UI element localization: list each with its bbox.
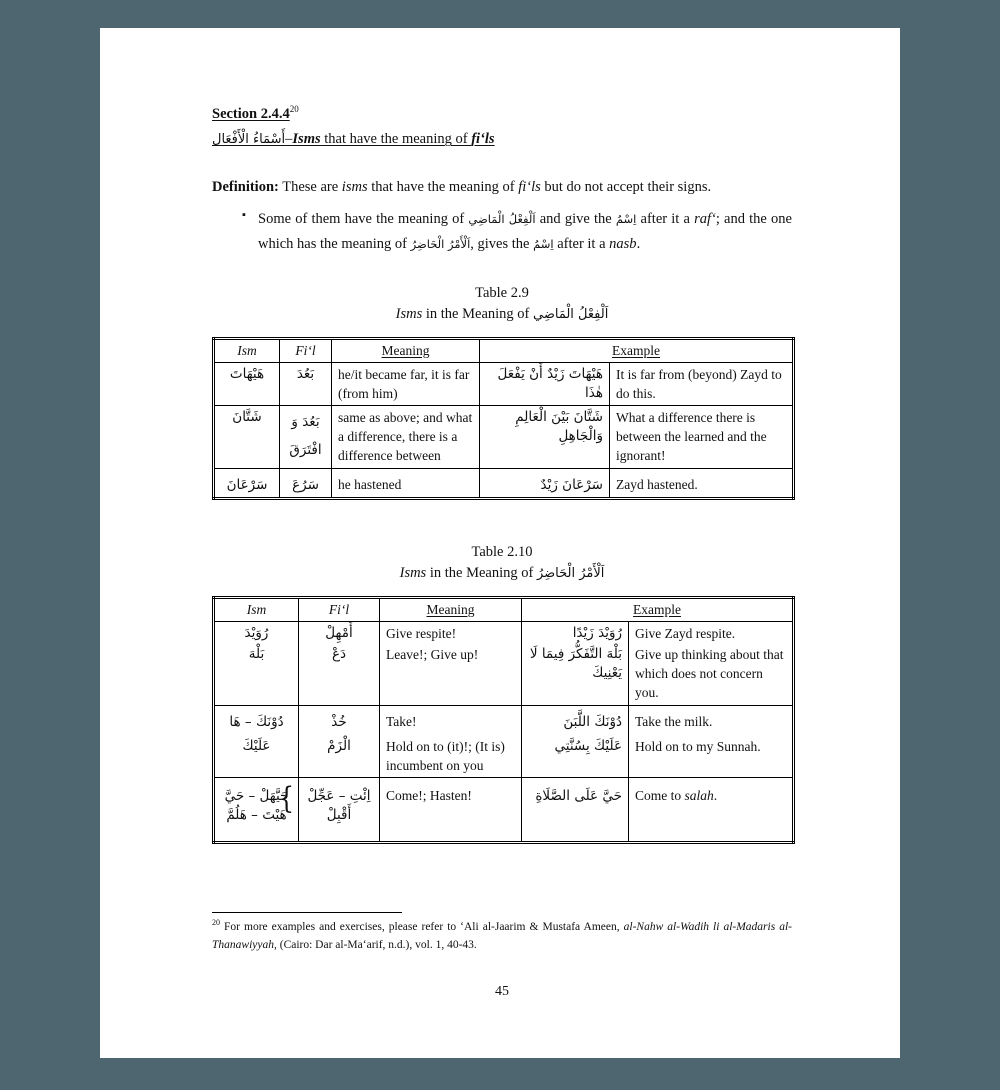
table-210-sub-text: in the Meaning of xyxy=(426,564,537,581)
t210-r5-ism-line-1: حَيَّهَلْ – حَيَّ xyxy=(224,787,289,804)
t29-r1-meaning: he/it became far, it is far (from him) xyxy=(332,362,480,405)
table-210-header-row xyxy=(214,597,794,621)
definition-isms: isms xyxy=(341,178,368,195)
bullet-seg-2: and give the xyxy=(535,210,616,227)
t210-r3-fil: خُذْ xyxy=(299,705,380,734)
t210-r5-ism-line-2: هَيْتَ – هَلُمَّ xyxy=(226,807,287,824)
t210-r4-example-en: Hold on to my Sunnah. xyxy=(629,734,794,778)
t210-r5-ex-a: Come to xyxy=(635,787,685,803)
table-29-sub-isms: Isms xyxy=(395,305,423,322)
t29-r1-example-en: It is far from (beyond) Zayd to do this. xyxy=(610,362,794,405)
section-footnote-marker: 20 xyxy=(289,104,299,115)
t210-r4-example-ar: عَلَيْكَ بِسُنَّتِي xyxy=(522,734,629,778)
footnote-book-title: al-Nahw al-Wadih li al-Madaris al-Thanawiyyah xyxy=(212,921,792,951)
table-210 xyxy=(212,596,795,845)
table-210-subtitle xyxy=(212,563,792,584)
t29-r3-fil: سَرُعَ xyxy=(280,468,332,498)
bullet-raf: raf‘ xyxy=(694,210,716,227)
bullet-arabic-4: اِسْمُ xyxy=(533,236,554,251)
table-row xyxy=(214,645,794,705)
t210-r1-ism: رُوَيْدَ xyxy=(214,621,299,645)
table-row xyxy=(214,406,794,468)
table-29-sub-text: in the Meaning of xyxy=(422,305,533,322)
document-page xyxy=(100,28,900,1058)
table-29-th-meaning: Meaning xyxy=(332,338,480,362)
table-row xyxy=(214,705,794,734)
definition-text-a: These are xyxy=(278,178,342,195)
table-29-th-example: Example xyxy=(480,338,794,362)
footnote-seg-b: , (Cairo: Dar al-Ma‘arif, n.d.), vol. 1, 40-43. xyxy=(273,938,477,951)
table-210-th-example: Example xyxy=(522,597,794,621)
subtitle-rest: that have the meaning of xyxy=(320,131,472,148)
t210-r5-fil xyxy=(299,777,380,842)
t210-r5-fil-line-2: أَقْبِلْ xyxy=(326,807,352,824)
table-row xyxy=(214,777,794,842)
t29-r2-example-en: What a difference there is between the learned and the ignorant! xyxy=(610,406,794,468)
t210-r1-meaning: Give respite! xyxy=(380,621,522,645)
t210-r5-ism-group xyxy=(214,777,299,842)
t29-r3-ism: سَرْعَانَ xyxy=(214,468,280,498)
t210-r2-example-en: Give up thinking about that which does not concern you. xyxy=(629,645,794,705)
table-210-th-meaning: Meaning xyxy=(380,597,522,621)
t29-r3-meaning: he hastened xyxy=(332,468,480,498)
table-210-th-fil: Fi‘l xyxy=(299,597,380,621)
table-row xyxy=(214,621,794,645)
table-29-caption xyxy=(212,283,792,325)
t210-r5-ex-salah: salah xyxy=(684,787,714,803)
t29-r2-fil: بَعُدَ وَ افْتَرَقَ xyxy=(280,406,332,468)
bullet-arabic-1: اَلْفِعْلُ الْمَاضِي xyxy=(468,211,536,226)
subtitle-fils: fi‘ls xyxy=(471,131,495,148)
bullet-seg-5: , gives the xyxy=(470,235,534,252)
subtitle-isms: Isms xyxy=(292,131,321,148)
t210-r3-example-en: Take the milk. xyxy=(629,705,794,734)
definition-text-b: that have the meaning of xyxy=(367,178,519,195)
t29-r3-example-en: Zayd hastened. xyxy=(610,468,794,498)
t210-r5-ex-b: . xyxy=(713,787,718,803)
t29-r3-example-ar: سَرْعَانَ زَيْدٌ xyxy=(480,468,610,498)
page-number: 45 xyxy=(495,983,509,999)
t210-r4-fil: الْزَمْ xyxy=(299,734,380,778)
table-210-caption xyxy=(212,542,792,584)
table-29-th-ism: Ism xyxy=(214,338,280,362)
t29-r1-fil: بَعُدَ xyxy=(280,362,332,405)
definition-bullet-item xyxy=(212,207,792,257)
t210-r1-fil: أَمْهِلْ xyxy=(299,621,380,645)
grouping-brace-icon: } xyxy=(278,780,295,816)
bullet-seg-3: after it a xyxy=(636,210,695,227)
t210-r3-meaning: Take! xyxy=(380,705,522,734)
subtitle-dash: – xyxy=(285,131,293,148)
table-29-title: Table 2.9 xyxy=(475,284,529,301)
t210-r2-ism: بَلْهَ xyxy=(214,645,299,705)
bullet-seg-6: after it a xyxy=(553,235,610,252)
definition-line xyxy=(212,177,792,199)
bullet-nasb: nasb xyxy=(609,235,637,252)
definition-text-c: but do not accept their signs. xyxy=(540,178,712,195)
t29-r2-meaning: same as above; and what a difference, there is a difference between xyxy=(332,406,480,468)
t210-r5-fil-line-1: اِئْتِ – عَجِّلْ xyxy=(307,787,371,804)
footnote-marker: 20 xyxy=(212,918,220,928)
footnote-block xyxy=(212,912,792,954)
definition-fils: fi‘ls xyxy=(518,178,541,195)
t210-r5-example-en xyxy=(629,777,794,842)
t210-r1-example-ar: رُوَيْدَ زَيْدًا xyxy=(522,621,629,645)
definition-block xyxy=(212,177,792,257)
table-29-header-row xyxy=(214,338,794,362)
table-210-sub-arabic: اَلْأَمْرُ الْحَاضِرُ xyxy=(536,565,605,581)
table-row xyxy=(214,468,794,498)
bullet-seg-1: Some of them have the meaning of xyxy=(258,210,469,227)
definition-bullet-text xyxy=(258,207,792,257)
table-29-sub-arabic: اَلْفِعْلُ الْمَاضِي xyxy=(533,306,609,322)
table-29-th-fil: Fi‘l xyxy=(280,338,332,362)
t210-r2-example-ar: بَلْهَ التَّفَكُّرَ فِيمَا لَا يَعْنِيكَ xyxy=(522,645,629,705)
square-bullet-icon: ▪ xyxy=(242,208,246,221)
subtitle-arabic: أَسْمَاءُ الْأَفْعَال xyxy=(212,132,286,148)
t210-r1-example-en: Give Zayd respite. xyxy=(629,621,794,645)
definition-label: Definition: xyxy=(212,178,279,195)
section-label: Section 2.4.4 xyxy=(212,106,290,122)
bullet-arabic-2: اِسْمُ xyxy=(615,211,637,226)
bullet-arabic-3: اَلْأَمْرُ الْحَاضِرُ xyxy=(410,236,471,251)
t210-r2-fil: دَعْ xyxy=(299,645,380,705)
table-210-th-ism: Ism xyxy=(214,597,299,621)
footnote-seg-a: For more examples and exercises, please refer to ‘Ali al-Jaarim & Mustafa Ameen, xyxy=(220,921,624,934)
table-210-title: Table 2.10 xyxy=(471,543,533,560)
t29-r1-example-ar: هَيْهَاتَ زَيْدٌ أَنْ يَفْعَلَ هٰذَا xyxy=(480,362,610,405)
t210-r2-meaning: Leave!; Give up! xyxy=(380,645,522,705)
t29-r2-ism: شَتَّانَ xyxy=(214,406,280,468)
section-heading xyxy=(212,103,792,125)
bullet-seg-4: ; and the one which has the meaning of xyxy=(258,210,792,252)
table-210-sub-isms: Isms xyxy=(399,564,427,581)
t210-r4-ism: عَلَيْكَ xyxy=(214,734,299,778)
bullet-seg-7: . xyxy=(636,235,641,252)
page-content xyxy=(212,103,792,1000)
table-row xyxy=(214,734,794,778)
table-29 xyxy=(212,337,795,500)
t210-r3-example-ar: دُوْنَكَ اللَّبَنَ xyxy=(522,705,629,734)
t29-r2-example-ar: شَتَّانَ بَيْنَ الْعَالِمِ وَالْجَاهِلِ xyxy=(480,406,610,468)
t210-r4-meaning: Hold on to (it)!; (It is) incumbent on you xyxy=(380,734,522,778)
table-row xyxy=(214,362,794,405)
footnote-separator xyxy=(212,912,402,913)
section-subtitle xyxy=(212,128,792,150)
table-29-subtitle xyxy=(212,304,792,325)
footnote-text xyxy=(212,919,792,954)
t210-r5-meaning: Come!; Hasten! xyxy=(380,777,522,842)
t210-r5-example-ar: حَيَّ عَلَى الصَّلَاةِ xyxy=(522,777,629,842)
t210-r3-ism: دُوْنَكَ – هَا xyxy=(214,705,299,734)
t29-r1-ism: هَيْهَاتَ xyxy=(214,362,280,405)
